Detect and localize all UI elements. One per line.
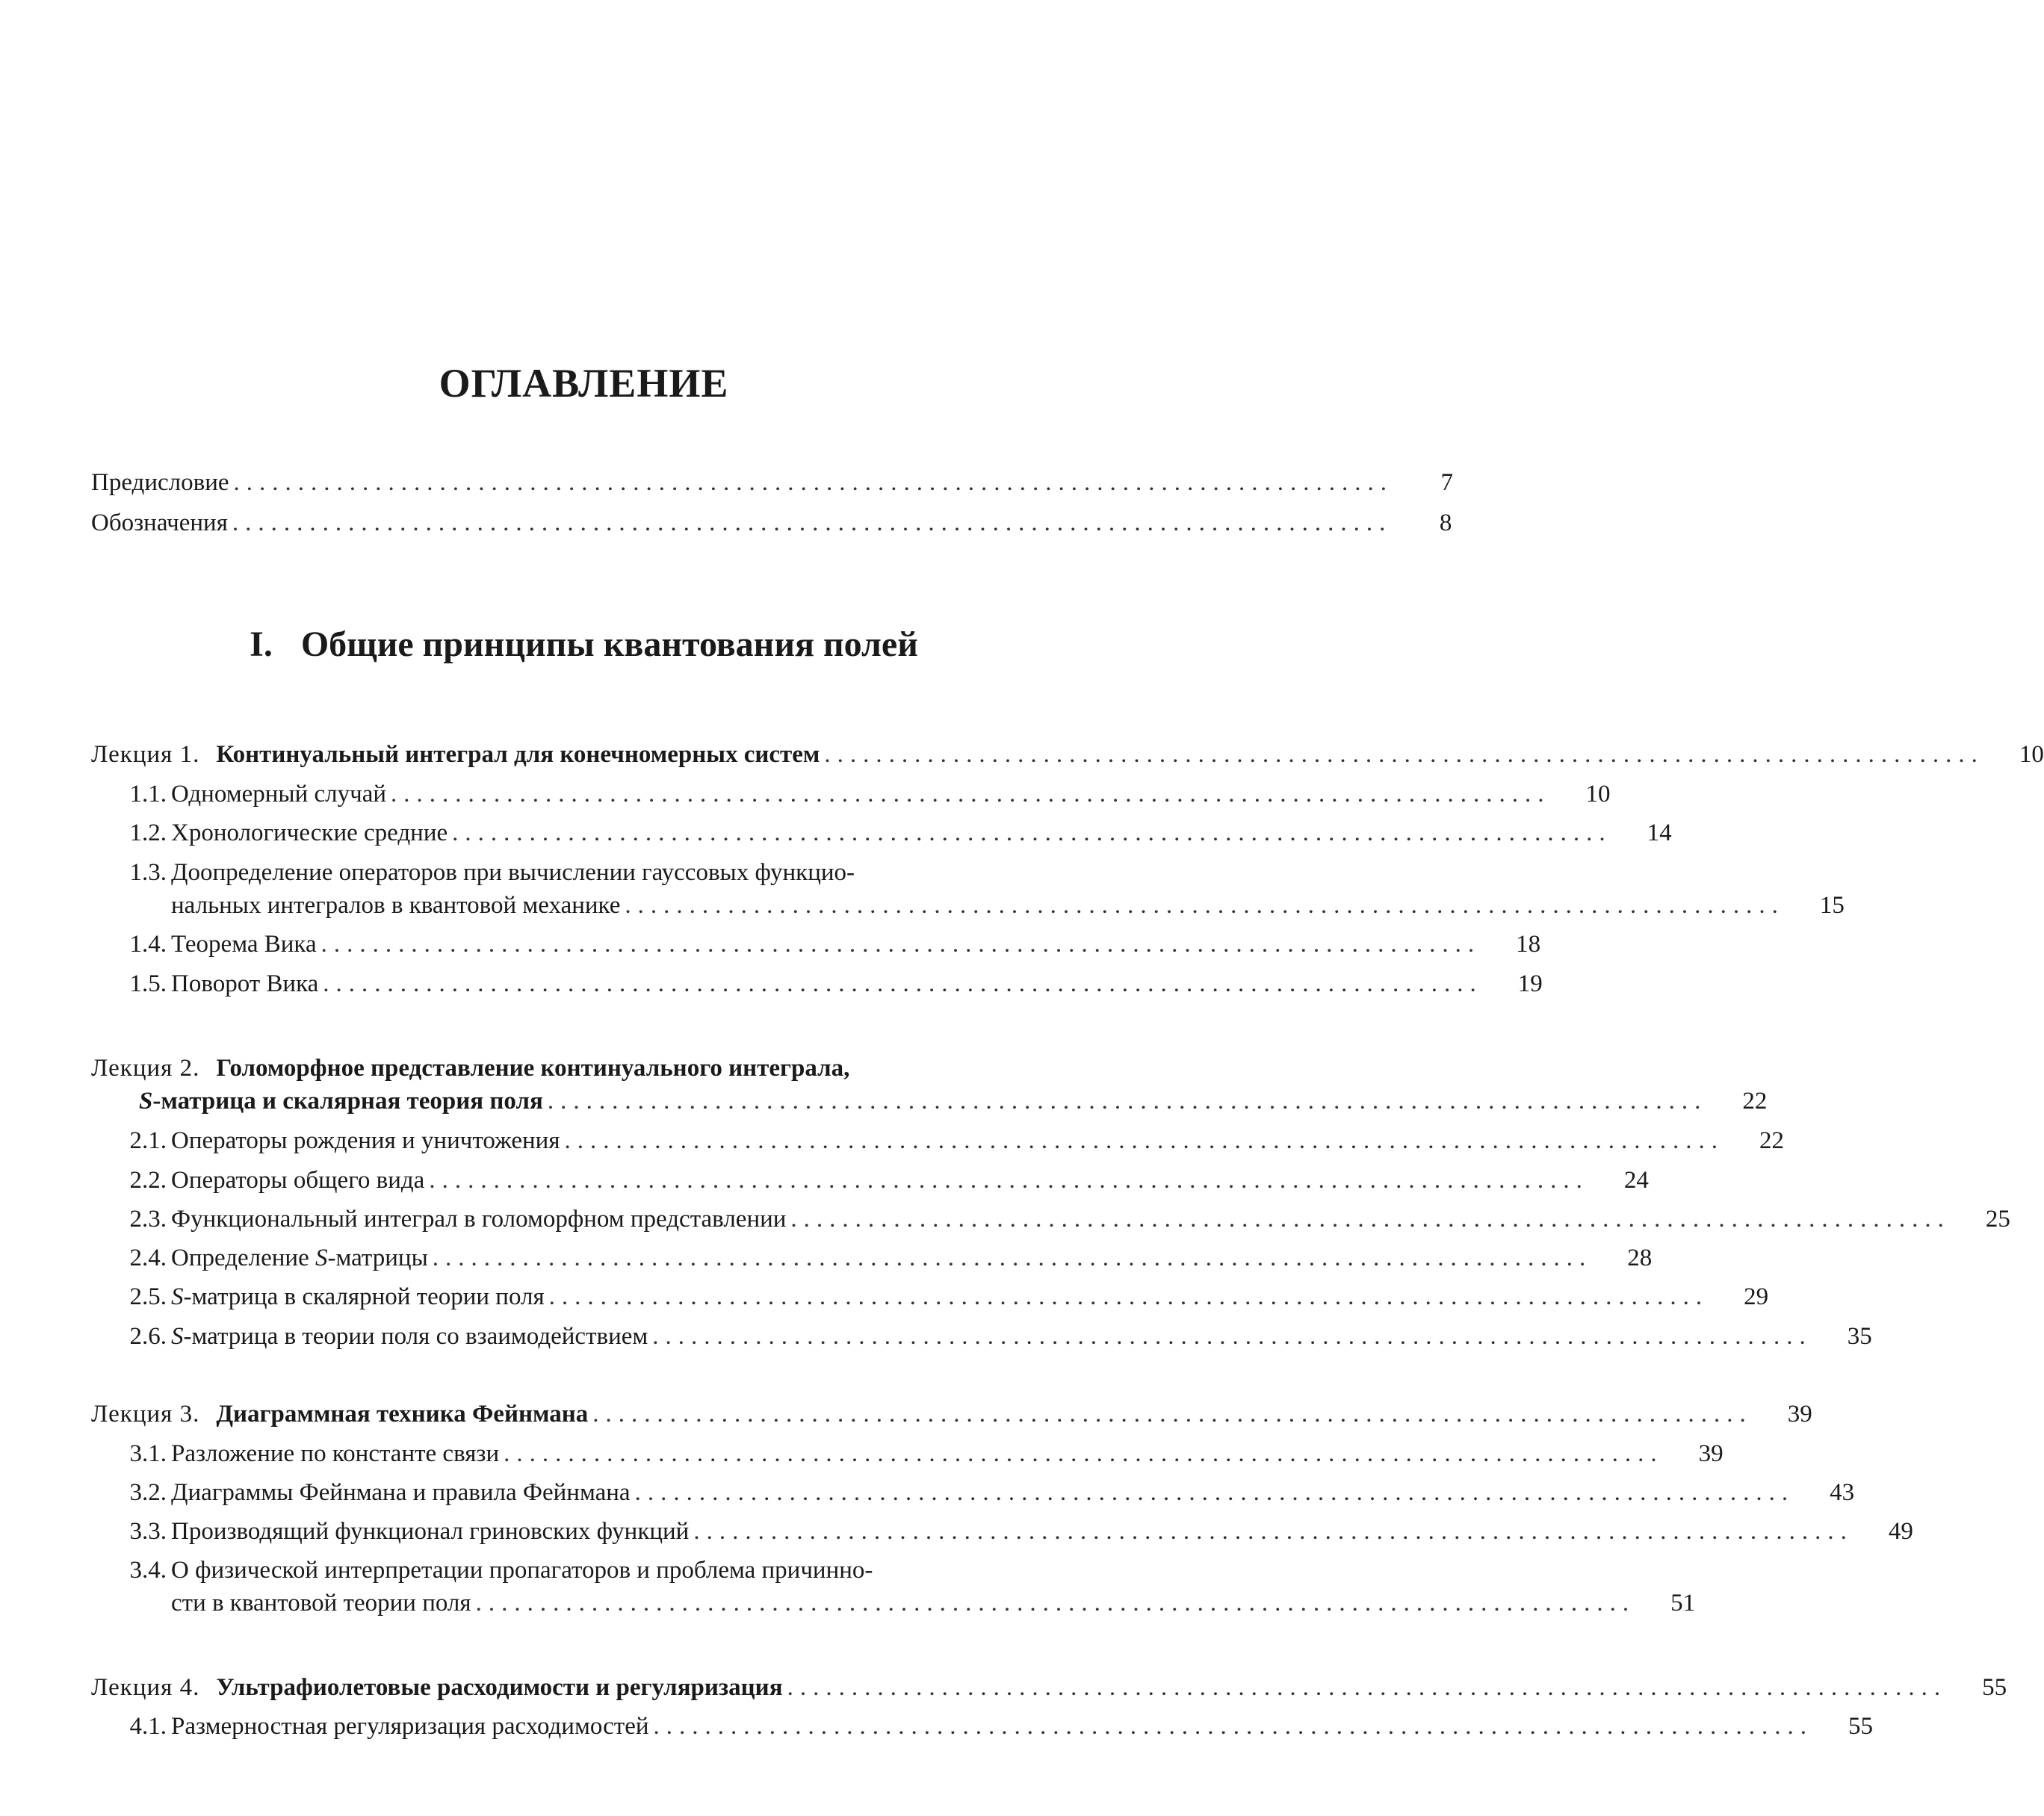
section-number: 2.5. <box>129 1283 167 1310</box>
entry-page: 39 <box>1787 1401 1812 1428</box>
toc-section-3-3[interactable] <box>116 1515 1913 1548</box>
section-number: 3.1. <box>129 1440 167 1467</box>
section-number: 3.2. <box>129 1479 167 1506</box>
toc-entry-preface[interactable] <box>91 466 1453 499</box>
section-title-post: -матрицы <box>327 1245 428 1271</box>
leader-dots: .......................................................................................... <box>634 1479 1795 1506</box>
toc-section-2-3[interactable] <box>116 1203 2010 1236</box>
section-number: 2.1. <box>129 1127 167 1154</box>
lecture-title: Континуальный интеграл для конечномерных систем <box>216 741 820 768</box>
section-title-line1: О физической интерпретации пропагаторов и проблема причинно- <box>171 1557 873 1584</box>
entry-page: 10 <box>2019 741 2044 768</box>
leader-dots: .......................................................................................... <box>232 509 1393 536</box>
section-number: 2.3. <box>129 1206 167 1233</box>
leader-dots: .......................................................................................... <box>564 1127 1725 1154</box>
entry-page: 25 <box>1985 1206 2010 1233</box>
entry-page: 22 <box>1759 1127 1785 1154</box>
entry-page: 10 <box>1585 781 1611 808</box>
entry-page: 24 <box>1623 1167 1649 1194</box>
section-title-line2: нальных интегралов в квантовой механике <box>171 892 621 919</box>
leader-dots: .......................................................................................... <box>432 1245 1593 1271</box>
toc-section-2-4[interactable] <box>116 1242 1653 1274</box>
section-number: 2.4. <box>129 1245 167 1271</box>
toc-section-2-6[interactable] <box>116 1320 1872 1353</box>
section-number: 2.6. <box>129 1323 167 1350</box>
entry-title: Обозначения <box>91 509 228 536</box>
toc-lecture-3[interactable] <box>91 1398 1812 1431</box>
leader-dots: .......................................................................................... <box>693 1518 1853 1545</box>
leader-dots: .......................................................................................... <box>429 1167 1589 1194</box>
section-number: 1.4. <box>129 931 167 958</box>
leader-dots: .......................................................................................... <box>504 1440 1664 1467</box>
entry-page: 55 <box>1848 1713 1874 1740</box>
section-number: 1.2. <box>129 819 167 846</box>
lecture-label: Лекция 2. <box>91 1055 200 1082</box>
section-title: Теорема Вика <box>171 931 317 958</box>
entry-page: 7 <box>1440 469 1453 496</box>
leader-dots: .......................................................................................... <box>548 1283 1709 1310</box>
toc-section-1-3-line1[interactable] <box>116 856 1014 889</box>
entry-page: 49 <box>1888 1518 1913 1545</box>
entry-page: 35 <box>1847 1323 1872 1350</box>
entry-page: 28 <box>1627 1245 1653 1271</box>
lecture-title: Ультрафиолетовые расходимости и регуляризация <box>216 1674 783 1701</box>
toc-section-3-2[interactable] <box>116 1476 1855 1509</box>
lecture-label: Лекция 4. <box>91 1674 200 1701</box>
leader-dots: .......................................................................................... <box>652 1323 1812 1350</box>
leader-dots: .......................................................................................... <box>787 1674 1948 1701</box>
leader-dots: .......................................................................................... <box>323 970 1483 997</box>
section-title-post: -матрица в скалярной теории поля <box>183 1283 545 1310</box>
entry-page: 19 <box>1517 970 1543 997</box>
toc-section-2-1[interactable] <box>116 1124 1785 1157</box>
section-number: 1.3. <box>129 859 167 886</box>
entry-page: 29 <box>1744 1283 1769 1310</box>
section-title: Хронологические средние <box>171 819 448 846</box>
section-title-line2: сти в квантовой теории поля <box>171 1590 471 1617</box>
leader-dots: .......................................................................................... <box>452 819 1612 846</box>
toc-entry-notation[interactable] <box>91 506 1452 539</box>
leader-dots: .......................................................................................... <box>320 931 1481 958</box>
toc-section-2-5[interactable] <box>116 1280 1769 1313</box>
section-number: 1.5. <box>129 970 167 997</box>
toc-section-3-4-line1[interactable] <box>116 1554 1014 1587</box>
s-symbol: S <box>171 1323 184 1350</box>
toc-section-4-1[interactable] <box>116 1710 1874 1743</box>
section-number: 1.1. <box>129 781 167 808</box>
entry-page: 43 <box>1830 1479 1855 1506</box>
section-title: Одномерный случай <box>171 781 387 808</box>
leader-dots: .......................................................................................... <box>824 741 1984 768</box>
section-title-line1: Доопределение операторов при вычислении гауссовых функцио- <box>171 859 855 886</box>
leader-dots: .......................................................................................... <box>592 1401 1753 1428</box>
entry-page: 39 <box>1698 1440 1724 1467</box>
lecture-title-line1: Голоморфное представление континуального интеграла, <box>216 1055 850 1082</box>
part-number: I. <box>250 625 273 664</box>
section-title: Операторы общего вида <box>171 1167 425 1194</box>
toc-section-1-5[interactable] <box>116 967 1543 1000</box>
leader-dots: .......................................................................................... <box>625 892 1785 919</box>
section-number: 3.3. <box>129 1518 167 1545</box>
toc-section-3-4-line2[interactable] <box>171 1587 1696 1620</box>
toc-lecture-4[interactable] <box>91 1671 2007 1704</box>
toc-section-1-1[interactable] <box>116 778 1611 811</box>
leader-dots: .......................................................................................... <box>790 1206 1951 1233</box>
entry-page: 51 <box>1670 1590 1696 1617</box>
toc-section-1-2[interactable] <box>116 816 1672 849</box>
s-symbol: S <box>315 1245 328 1271</box>
leader-dots: .......................................................................................... <box>391 781 1551 808</box>
section-number: 4.1. <box>129 1713 167 1740</box>
entry-page: 14 <box>1647 819 1672 846</box>
lecture-label: Лекция 3. <box>91 1401 200 1428</box>
section-title: Размерностная регуляризация расходимостей <box>171 1713 649 1740</box>
entry-page: 15 <box>1819 892 1845 919</box>
part-heading <box>0 624 1168 665</box>
section-number: 3.4. <box>129 1557 167 1584</box>
section-title: Функциональный интеграл в голоморфном представлении <box>171 1206 787 1233</box>
toc-lecture-2-line1[interactable] <box>91 1052 1018 1085</box>
toc-section-1-3-line2[interactable] <box>171 889 1845 922</box>
section-number: 2.2. <box>129 1167 167 1194</box>
leader-dots: .......................................................................................... <box>475 1590 1636 1617</box>
entry-title: Предисловие <box>91 469 229 496</box>
s-symbol: S <box>171 1283 184 1310</box>
section-title-pre: Определение <box>171 1245 315 1271</box>
toc-lecture-1[interactable] <box>91 738 2044 771</box>
lecture-title: Диаграммная техника Фейнмана <box>216 1401 589 1428</box>
section-title-post: -матрица в теории поля со взаимодействием <box>183 1323 648 1350</box>
page-title: ОГЛАВЛЕНИЕ <box>439 361 729 406</box>
toc-section-1-4[interactable] <box>116 928 1541 961</box>
toc-lecture-2-line2[interactable] <box>139 1085 1768 1118</box>
lecture-label: Лекция 1. <box>91 741 200 768</box>
leader-dots: .......................................................................................... <box>653 1713 1814 1740</box>
entry-page: 22 <box>1742 1088 1768 1115</box>
leader-dots: .......................................................................................... <box>547 1088 1708 1115</box>
entry-page: 18 <box>1516 931 1541 958</box>
section-title: Производящий функционал гриновских функций <box>171 1518 690 1545</box>
leader-dots: .......................................................................................... <box>233 469 1393 496</box>
toc-section-2-2[interactable] <box>116 1164 1649 1197</box>
entry-page: 8 <box>1439 509 1452 536</box>
section-title: Диаграммы Фейнмана и правила Фейнмана <box>171 1479 631 1506</box>
toc-section-3-1[interactable] <box>116 1437 1724 1470</box>
section-title: Операторы рождения и уничтожения <box>171 1127 560 1154</box>
section-title: Поворот Вика <box>171 970 319 997</box>
lecture-title-line2: -матрица и скалярная теория поля <box>152 1088 543 1115</box>
s-symbol: S <box>139 1088 153 1115</box>
part-title: Общие принципы квантования полей <box>300 625 918 664</box>
section-title: Разложение по константе связи <box>171 1440 500 1467</box>
entry-page: 55 <box>1982 1674 2007 1701</box>
